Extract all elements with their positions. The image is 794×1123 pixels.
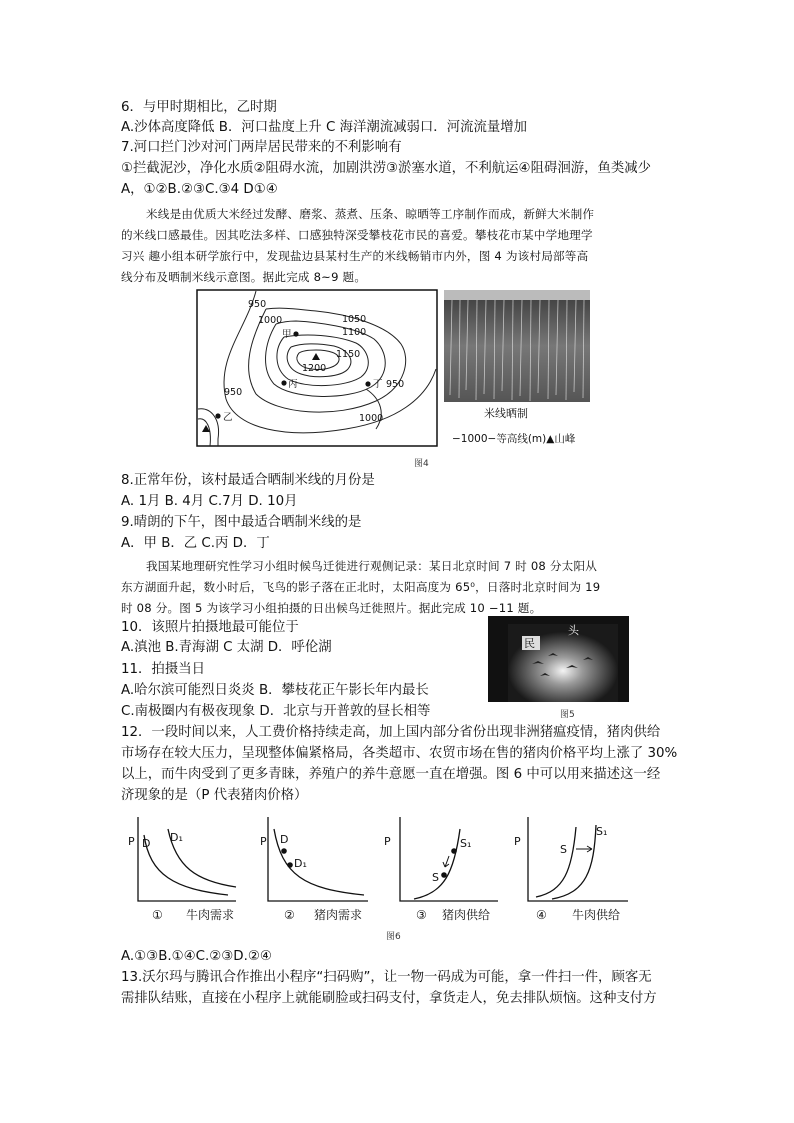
q11-options-cd: C.南极圈内有极夜现象 D．北京与开普敦的昼长相等	[121, 704, 431, 719]
graph-title: 猪肉需求	[314, 908, 363, 922]
fig5-sunrise-photo	[488, 616, 629, 702]
q9-stem: 9.晴朗的下午，图中最适合晒制米线的是	[121, 515, 362, 530]
q10-stem: 10．该照片拍摄地最可能位于	[121, 620, 299, 635]
graph-number: ③	[416, 908, 427, 922]
graph-2-pork-demand	[268, 817, 368, 901]
curve-label: D	[280, 833, 289, 846]
graph-1-beef-demand	[138, 817, 236, 901]
q8-stem: 8.正常年份，该村最适合晒制米线的月份是	[121, 473, 375, 488]
q6-stem: 6．与甲时期相比，乙时期	[121, 100, 277, 115]
curve-label: S	[432, 871, 439, 884]
curve-label: S₁	[596, 825, 608, 838]
axis-p-label: P	[128, 835, 135, 848]
curve-label: D	[142, 837, 151, 850]
q7-items: ①拦截泥沙，净化水质②阻碍水流，加剧洪涝③淤塞水道，不利航运④阻碍洄游，鱼类减少	[121, 161, 652, 176]
passage-bird-line3: 时 08 分。图 5 为该学习小组拍摄的日出候鸟迁徙照片。据此完成 10 −11 题。	[121, 601, 542, 615]
q12-options: A.①③B.①④C.②③D.②④	[121, 949, 272, 964]
curve-point	[451, 848, 457, 854]
contour-label: 950	[248, 299, 267, 310]
contour-label: 1000	[359, 413, 384, 424]
graph-3-pork-supply	[400, 817, 498, 901]
fig4-label: 图4	[414, 459, 429, 469]
q12-line2: 市场存在较大压力，呈现整体偏紧格局，各类超市、农贸市场在售的猪肉价格平均上涨了 30%	[121, 746, 678, 761]
q7-stem: 7.河口拦门沙对河门两岸居民带来的不利影响有	[121, 140, 402, 155]
curve-point	[287, 862, 293, 868]
q7-options: A，①②B.②③C.③4 D①④	[121, 182, 278, 197]
graph-title: 猪肉供给	[442, 908, 491, 922]
q13-line1: 13.沃尔玛与腾讯合作推出小程序“扫码购”，让一物一码成为可能，拿一件扫一件，顾客无	[121, 970, 652, 985]
place-label: 丙	[288, 379, 298, 390]
contour-label: 950	[224, 387, 243, 398]
q13-line2: 需排队结账，直接在小程序上就能刷脸或扫码支付，拿货走人，免去排队烦恼。这种支付方	[121, 991, 657, 1006]
place-label: 乙	[223, 412, 233, 423]
graph-4-beef-supply	[528, 817, 628, 901]
contour-label: 1100	[342, 327, 367, 338]
graph-title: 牛肉需求	[186, 908, 235, 922]
q9-options: A．甲 B．乙 C.丙 D．丁	[121, 536, 270, 551]
fig6-economic-graphs	[124, 815, 684, 927]
graph-title: 牛肉供给	[572, 908, 621, 922]
graph-number: ④	[536, 908, 547, 922]
axis-p-label: P	[514, 835, 521, 848]
curve-label: S₁	[460, 837, 472, 850]
curve-point	[441, 872, 447, 878]
passage-bird-line1: 我国某地理研究性学习小组时候鸟迁徙进行观侧记录：某日北京时间 7 时 08 分太阳从	[146, 559, 598, 573]
photo-text: 头	[568, 624, 579, 637]
place-label: 甲	[282, 329, 292, 340]
shift-arrow-icon	[576, 846, 592, 852]
place-label: 丁	[373, 379, 383, 390]
contour-label: 1150	[336, 349, 361, 360]
contour-label: 950	[386, 379, 405, 390]
place-dot	[281, 380, 286, 385]
axis-p-label: P	[384, 835, 391, 848]
contour-label: 1000	[258, 315, 283, 326]
q6-options: A.沙体高度降低 B．河口盐度上升 C 海洋潮流减弱口．河流流量增加	[121, 120, 528, 135]
graph-number: ②	[284, 908, 295, 922]
place-dot	[365, 381, 370, 386]
q12-line1: 12．一段时间以来，人工费价格持续走高，加上国内部分省份出现非洲猪瘟疫情，猪肉供给	[121, 725, 661, 740]
q11-stem: 11．拍摄当日	[121, 662, 205, 677]
fig4-legend: −1000−等高线(m)▲山峰	[452, 433, 576, 445]
passage-mixian-line4: 线分布及晒制米线示意图。据此完成 8~9 题。	[121, 270, 367, 284]
curve-label: S	[560, 843, 567, 856]
passage-mixian-line1: 米线是由优质大米经过发酵、磨浆、蒸煮、压条、晾晒等工序制作而成，新鲜大米制作	[146, 207, 595, 221]
contour-label: 1200	[302, 363, 327, 374]
fig6-label: 图6	[386, 932, 401, 942]
fig4-contour-map	[196, 289, 438, 447]
fig5-label: 图5	[560, 710, 575, 720]
curve-label: D₁	[294, 857, 307, 870]
q10-options: A.滇池 B.青海湖 C 太湖 D．呼伦湖	[121, 640, 332, 655]
photo-text: 民	[524, 637, 535, 650]
passage-bird-line2: 东方湖面升起，数小时后，飞鸟的影子落在正北时，太阳高度为 65⁰，日落时北京时间为 19	[121, 580, 601, 594]
passage-mixian-line3: 习兴 趣小组本研学旅行中，发现盐边县某村生产的米线畅销市内外，图 4 为该村局部等高	[121, 249, 589, 263]
place-dot	[293, 331, 298, 336]
q12-line3: 以上，而牛肉受到了更多青睐，养殖户的养牛意愿一直在增强。图 6 中可以用来描述这一经	[121, 767, 661, 782]
q8-options: A. 1月 B. 4月 C.7月 D. 10月	[121, 494, 298, 509]
graph-number: ①	[152, 908, 163, 922]
curve-point	[281, 848, 287, 854]
place-dot	[215, 413, 220, 418]
photo-caption: 米线晒制	[484, 407, 528, 420]
contour-label: 1050	[342, 314, 367, 325]
curve-label: D₁	[170, 831, 183, 844]
axis-p-label: P	[260, 835, 267, 848]
q12-line4: 济现象的是（P 代表猪肉价格）	[121, 788, 308, 803]
mixian-drying-photo	[444, 290, 590, 402]
q11-options-ab: A.哈尔滨可能烈日炎炎 B．攀枝花正午影长年内最长	[121, 683, 429, 698]
shift-arrow-icon	[443, 856, 449, 867]
passage-mixian-line2: 的米线口感最佳。因其吃法多样、口感独特深受攀枝花市民的喜爱。攀枝花市某中学地理学	[121, 228, 593, 242]
